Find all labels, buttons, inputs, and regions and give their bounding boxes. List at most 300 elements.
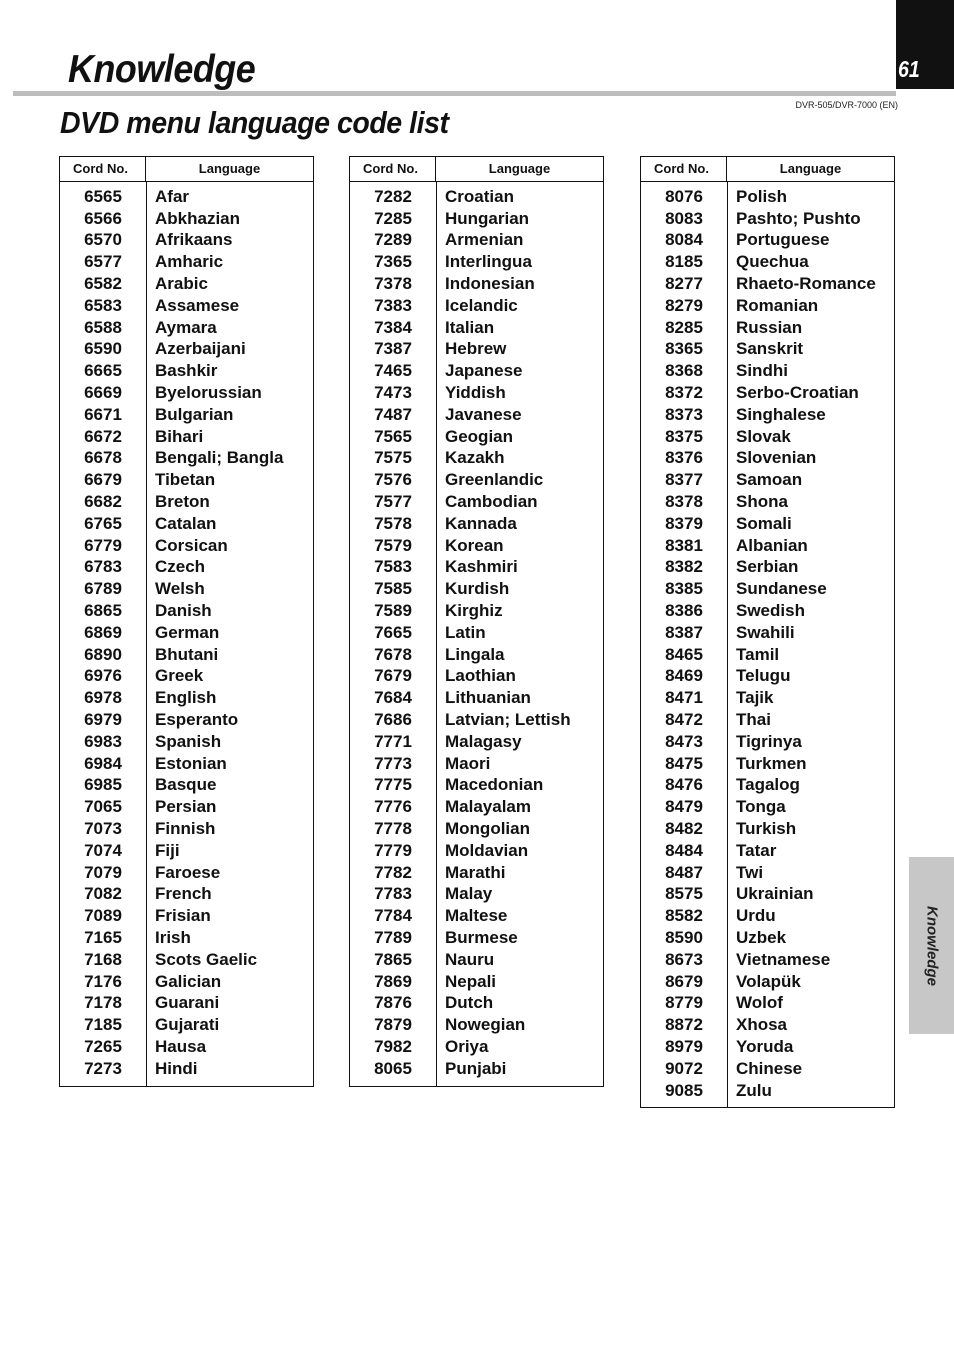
language-name: Guarani — [155, 993, 220, 1013]
language-name: Samoan — [736, 470, 803, 490]
table-row — [641, 1036, 894, 1058]
language-name: Turkish — [736, 819, 797, 838]
table-row — [350, 1058, 603, 1080]
language-code: 8376 — [665, 448, 703, 468]
language-code: 7879 — [374, 1015, 412, 1035]
table-row — [641, 360, 894, 382]
table-row — [60, 317, 313, 339]
column-divider — [436, 182, 437, 1086]
language-name: Italian — [445, 317, 495, 337]
language-name: Esperanto — [155, 710, 239, 730]
language-code: 7282 — [374, 186, 412, 206]
language-code: 8076 — [665, 186, 703, 206]
table-row — [350, 535, 603, 557]
table-row — [60, 208, 313, 230]
table-body — [60, 182, 313, 1086]
language-name: Malayalam — [445, 797, 531, 817]
column-header-language: Language — [198, 161, 261, 176]
table-row — [641, 992, 894, 1014]
language-code: 7082 — [84, 884, 122, 904]
table-row — [60, 775, 313, 797]
table-row — [641, 862, 894, 884]
table-row — [60, 339, 313, 361]
language-name: Bulgarian — [155, 404, 234, 424]
table-row — [60, 273, 313, 295]
table-row — [350, 709, 603, 731]
language-code: 8872 — [665, 1015, 703, 1035]
header-rule — [13, 91, 896, 96]
table-row — [60, 971, 313, 993]
table-row — [350, 317, 603, 339]
language-code: 8673 — [665, 949, 703, 969]
language-name: Nepali — [445, 971, 497, 991]
table-row — [350, 469, 603, 491]
language-code: 7378 — [374, 274, 412, 294]
table-row — [641, 426, 894, 448]
language-code: 6983 — [84, 731, 122, 751]
language-code: 7579 — [374, 535, 412, 555]
language-code: 7178 — [84, 993, 122, 1013]
table-row — [60, 927, 313, 949]
language-name: Tagalog — [736, 775, 800, 795]
language-name: Hebrew — [445, 339, 507, 359]
table-row — [641, 600, 894, 622]
table-row — [60, 360, 313, 382]
language-name: Mongolian — [445, 819, 530, 838]
language-name: Tajik — [736, 688, 774, 708]
table-row — [641, 1058, 894, 1080]
table-row — [641, 1080, 894, 1102]
language-name: Marathi — [445, 862, 506, 882]
table-row — [350, 230, 603, 252]
language-code: 7387 — [374, 339, 412, 359]
language-code: 8185 — [665, 252, 703, 272]
language-code: 8084 — [665, 230, 703, 250]
table-row — [641, 884, 894, 906]
language-name: Tigrinya — [736, 731, 802, 751]
language-code: 7684 — [374, 688, 412, 708]
column-header-code: Cord No. — [60, 157, 146, 181]
table-row — [350, 251, 603, 273]
table-row — [350, 992, 603, 1014]
language-name: Telugu — [736, 666, 791, 686]
language-code: 7365 — [374, 252, 412, 272]
language-code: 6869 — [84, 622, 122, 642]
table-row — [641, 666, 894, 688]
table-row — [350, 448, 603, 470]
language-name: Burmese — [445, 927, 518, 947]
table-row — [350, 295, 603, 317]
table-row — [350, 578, 603, 600]
language-code: 6582 — [84, 274, 122, 294]
language-name: Shona — [736, 492, 788, 512]
language-name: Hungarian — [445, 208, 530, 228]
language-code: 6789 — [84, 579, 122, 599]
language-name: Japanese — [445, 361, 523, 381]
language-code: 8385 — [665, 579, 703, 599]
language-name: Hindi — [155, 1058, 198, 1078]
language-name: Xhosa — [736, 1015, 788, 1035]
language-name: Fiji — [155, 840, 180, 860]
language-code: 6890 — [84, 644, 122, 664]
language-code: 6765 — [84, 513, 122, 533]
language-code: 7073 — [84, 819, 122, 838]
language-name: Finnish — [155, 819, 216, 838]
code-table-2 — [349, 156, 604, 1087]
language-code: 7784 — [374, 906, 412, 926]
language-code: 7565 — [374, 426, 412, 446]
column-divider — [146, 182, 147, 1086]
table-row — [641, 796, 894, 818]
table-row — [60, 709, 313, 731]
language-name: Urdu — [736, 906, 776, 926]
table-row — [350, 731, 603, 753]
language-code: 7773 — [374, 753, 412, 773]
language-code: 7074 — [84, 840, 122, 860]
table-row — [60, 404, 313, 426]
language-name: Gujarati — [155, 1015, 220, 1035]
language-name: Moldavian — [445, 840, 529, 860]
language-code: 7679 — [374, 666, 412, 686]
language-name: Swedish — [736, 601, 805, 621]
language-name: Tonga — [736, 797, 786, 817]
language-name: Greek — [155, 666, 204, 686]
language-name: Wolof — [736, 993, 783, 1013]
language-name: Uzbek — [736, 927, 787, 947]
table-row — [641, 513, 894, 535]
language-name: French — [155, 884, 212, 904]
language-name: Catalan — [155, 513, 217, 533]
language-code: 7869 — [374, 971, 412, 991]
language-name: Kirghiz — [445, 601, 503, 621]
language-name: Serbo-Croatian — [736, 383, 859, 403]
language-code: 8465 — [665, 644, 703, 664]
language-code: 6783 — [84, 557, 122, 577]
table-row — [641, 491, 894, 513]
table-row — [60, 840, 313, 862]
table-row — [60, 731, 313, 753]
language-name: Bashkir — [155, 361, 218, 381]
language-code: 6665 — [84, 361, 122, 381]
table-row — [350, 927, 603, 949]
language-code: 8476 — [665, 775, 703, 795]
language-name: Dutch — [445, 993, 494, 1013]
language-name: Icelandic — [445, 295, 518, 315]
language-code: 6672 — [84, 426, 122, 446]
language-name: Irish — [155, 927, 191, 947]
language-name: Laothian — [445, 666, 516, 686]
column-divider — [727, 182, 728, 1107]
language-name: Faroese — [155, 862, 221, 882]
table-row — [350, 644, 603, 666]
table-row — [350, 862, 603, 884]
table-row — [350, 186, 603, 208]
table-row — [350, 382, 603, 404]
language-name: Latin — [445, 622, 486, 642]
language-code: 8379 — [665, 513, 703, 533]
language-code: 6979 — [84, 710, 122, 730]
side-section-tab — [909, 857, 954, 1034]
table-row — [350, 971, 603, 993]
language-name: Portuguese — [736, 230, 830, 250]
language-code: 6590 — [84, 339, 122, 359]
language-name: Romanian — [736, 295, 819, 315]
table-row — [641, 905, 894, 927]
language-code: 8482 — [665, 819, 703, 838]
language-code: 7289 — [374, 230, 412, 250]
table-row — [60, 382, 313, 404]
table-body — [641, 182, 894, 1107]
language-name: Bhutani — [155, 644, 219, 664]
language-name: Malay — [445, 884, 493, 904]
language-name: Zulu — [736, 1080, 772, 1100]
language-name: Basque — [155, 775, 217, 795]
language-name: Lithuanian — [445, 688, 531, 708]
table-row — [641, 557, 894, 579]
language-code: 8487 — [665, 862, 703, 882]
language-name: Ukrainian — [736, 884, 814, 904]
language-code: 6978 — [84, 688, 122, 708]
language-name: Frisian — [155, 906, 211, 926]
table-row — [641, 1014, 894, 1036]
language-name: Russian — [736, 317, 803, 337]
language-code: 8469 — [665, 666, 703, 686]
table-row — [60, 1036, 313, 1058]
language-code: 8277 — [665, 274, 703, 294]
table-row — [641, 927, 894, 949]
language-code: 7865 — [374, 949, 412, 969]
language-code: 7577 — [374, 492, 412, 512]
table-row — [641, 971, 894, 993]
language-name: Lingala — [445, 644, 505, 664]
code-table-3 — [640, 156, 895, 1108]
language-code: 7779 — [374, 840, 412, 860]
table-row — [350, 622, 603, 644]
table-row — [641, 317, 894, 339]
language-code: 6779 — [84, 535, 122, 555]
language-name: Byelorussian — [155, 383, 262, 403]
language-name: Tatar — [736, 840, 777, 860]
language-code: 8279 — [665, 295, 703, 315]
language-code: 8479 — [665, 797, 703, 817]
table-row — [60, 644, 313, 666]
language-code: 8590 — [665, 927, 703, 947]
language-name: Slovenian — [736, 448, 817, 468]
language-code: 7665 — [374, 622, 412, 642]
table-row — [641, 295, 894, 317]
table-row — [641, 251, 894, 273]
language-name: Kurdish — [445, 579, 510, 599]
language-code: 6865 — [84, 601, 122, 621]
language-name: Czech — [155, 557, 206, 577]
language-code: 7585 — [374, 579, 412, 599]
table-row — [641, 208, 894, 230]
table-row — [350, 775, 603, 797]
language-code: 7778 — [374, 819, 412, 838]
language-name: Rhaeto-Romance — [736, 274, 876, 294]
table-header — [641, 157, 894, 182]
table-header — [60, 157, 313, 182]
table-row — [641, 622, 894, 644]
table-row — [350, 208, 603, 230]
language-name: Javanese — [445, 404, 522, 424]
language-name: Assamese — [155, 295, 240, 315]
table-row — [350, 600, 603, 622]
table-row — [350, 840, 603, 862]
language-code: 7876 — [374, 993, 412, 1013]
language-code: 8065 — [374, 1058, 412, 1078]
language-name: Afar — [155, 186, 190, 206]
language-code: 8779 — [665, 993, 703, 1013]
language-name: Geogian — [445, 426, 514, 446]
table-row — [350, 339, 603, 361]
table-row — [60, 491, 313, 513]
table-row — [350, 796, 603, 818]
table-row — [60, 469, 313, 491]
language-name: Armenian — [445, 230, 524, 250]
table-row — [60, 796, 313, 818]
language-code: 6976 — [84, 666, 122, 686]
language-code: 7776 — [374, 797, 412, 817]
language-code: 7465 — [374, 361, 412, 381]
language-code: 8083 — [665, 208, 703, 228]
table-row — [641, 775, 894, 797]
table-row — [350, 818, 603, 840]
page-title: DVD menu language code list — [60, 105, 449, 140]
table-row — [350, 513, 603, 535]
language-code: 6985 — [84, 775, 122, 795]
language-name: Maltese — [445, 906, 508, 926]
table-row — [350, 1014, 603, 1036]
language-name: Quechua — [736, 252, 809, 272]
language-name: Thai — [736, 710, 771, 730]
language-name: Galician — [155, 971, 222, 991]
language-name: Croatian — [445, 186, 514, 206]
language-code: 7079 — [84, 862, 122, 882]
language-name: Cambodian — [445, 492, 538, 512]
table-row — [641, 818, 894, 840]
language-name: Oriya — [445, 1036, 489, 1056]
language-code: 6583 — [84, 295, 122, 315]
language-code: 7783 — [374, 884, 412, 904]
language-code: 7065 — [84, 797, 122, 817]
table-row — [641, 731, 894, 753]
language-name: Bengali; Bangla — [155, 448, 284, 468]
column-header-language: Language — [488, 161, 551, 176]
language-code: 7265 — [84, 1036, 122, 1056]
table-row — [641, 709, 894, 731]
model-label: DVR-505/DVR-7000 (EN) — [795, 100, 898, 110]
table-row — [350, 884, 603, 906]
language-code: 6588 — [84, 317, 122, 337]
code-table-1 — [59, 156, 314, 1087]
page-number: 61 — [898, 56, 920, 82]
language-code: 8285 — [665, 317, 703, 337]
language-name: Sundanese — [736, 579, 827, 599]
table-row — [60, 949, 313, 971]
table-row — [60, 1014, 313, 1036]
language-code: 8372 — [665, 383, 703, 403]
table-row — [60, 578, 313, 600]
language-name: Nowegian — [445, 1015, 526, 1035]
language-code: 6682 — [84, 492, 122, 512]
language-code: 7782 — [374, 862, 412, 882]
language-name: Estonian — [155, 753, 227, 773]
column-header-code: Cord No. — [641, 157, 727, 181]
table-row — [60, 687, 313, 709]
table-row — [641, 448, 894, 470]
language-name: English — [155, 688, 217, 708]
language-code: 8386 — [665, 601, 703, 621]
language-code: 8382 — [665, 557, 703, 577]
language-name: Sindhi — [736, 361, 788, 381]
language-name: Macedonian — [445, 775, 544, 795]
table-row — [60, 186, 313, 208]
table-row — [60, 513, 313, 535]
table-row — [641, 687, 894, 709]
table-row — [60, 295, 313, 317]
table-row — [350, 557, 603, 579]
language-name: Slovak — [736, 426, 791, 446]
language-code: 8473 — [665, 731, 703, 751]
language-code: 7176 — [84, 971, 122, 991]
language-name: Bihari — [155, 426, 204, 446]
table-row — [60, 753, 313, 775]
language-name: Yoruda — [736, 1036, 794, 1056]
table-row — [60, 230, 313, 252]
language-name: Corsican — [155, 535, 228, 555]
table-row — [641, 535, 894, 557]
language-code: 9072 — [665, 1058, 703, 1078]
table-row — [350, 491, 603, 513]
language-name: Twi — [736, 862, 764, 882]
language-name: Albanian — [736, 535, 808, 555]
language-name: Sanskrit — [736, 339, 804, 359]
language-name: Serbian — [736, 557, 799, 577]
language-code: 6679 — [84, 470, 122, 490]
language-name: Spanish — [155, 731, 222, 751]
table-row — [641, 840, 894, 862]
language-code: 8375 — [665, 426, 703, 446]
language-code: 9085 — [665, 1080, 703, 1100]
table-row — [350, 666, 603, 688]
language-code: 8679 — [665, 971, 703, 991]
table-row — [641, 382, 894, 404]
table-row — [641, 578, 894, 600]
language-name: Yiddish — [445, 383, 506, 403]
table-row — [641, 186, 894, 208]
language-code: 7678 — [374, 644, 412, 664]
language-name: Welsh — [155, 579, 205, 599]
language-code: 8373 — [665, 404, 703, 424]
language-code: 7775 — [374, 775, 412, 795]
language-name: Hausa — [155, 1036, 207, 1056]
table-row — [60, 666, 313, 688]
language-code: 6669 — [84, 383, 122, 403]
language-name: Somali — [736, 513, 792, 533]
table-row — [350, 426, 603, 448]
table-row — [60, 622, 313, 644]
table-row — [350, 360, 603, 382]
language-code: 6577 — [84, 252, 122, 272]
language-code: 6984 — [84, 753, 122, 773]
table-row — [60, 862, 313, 884]
side-tab-label: Knowledge — [923, 905, 940, 986]
language-name: Polish — [736, 186, 788, 206]
table-row — [60, 557, 313, 579]
table-row — [641, 644, 894, 666]
language-code: 8381 — [665, 535, 703, 555]
